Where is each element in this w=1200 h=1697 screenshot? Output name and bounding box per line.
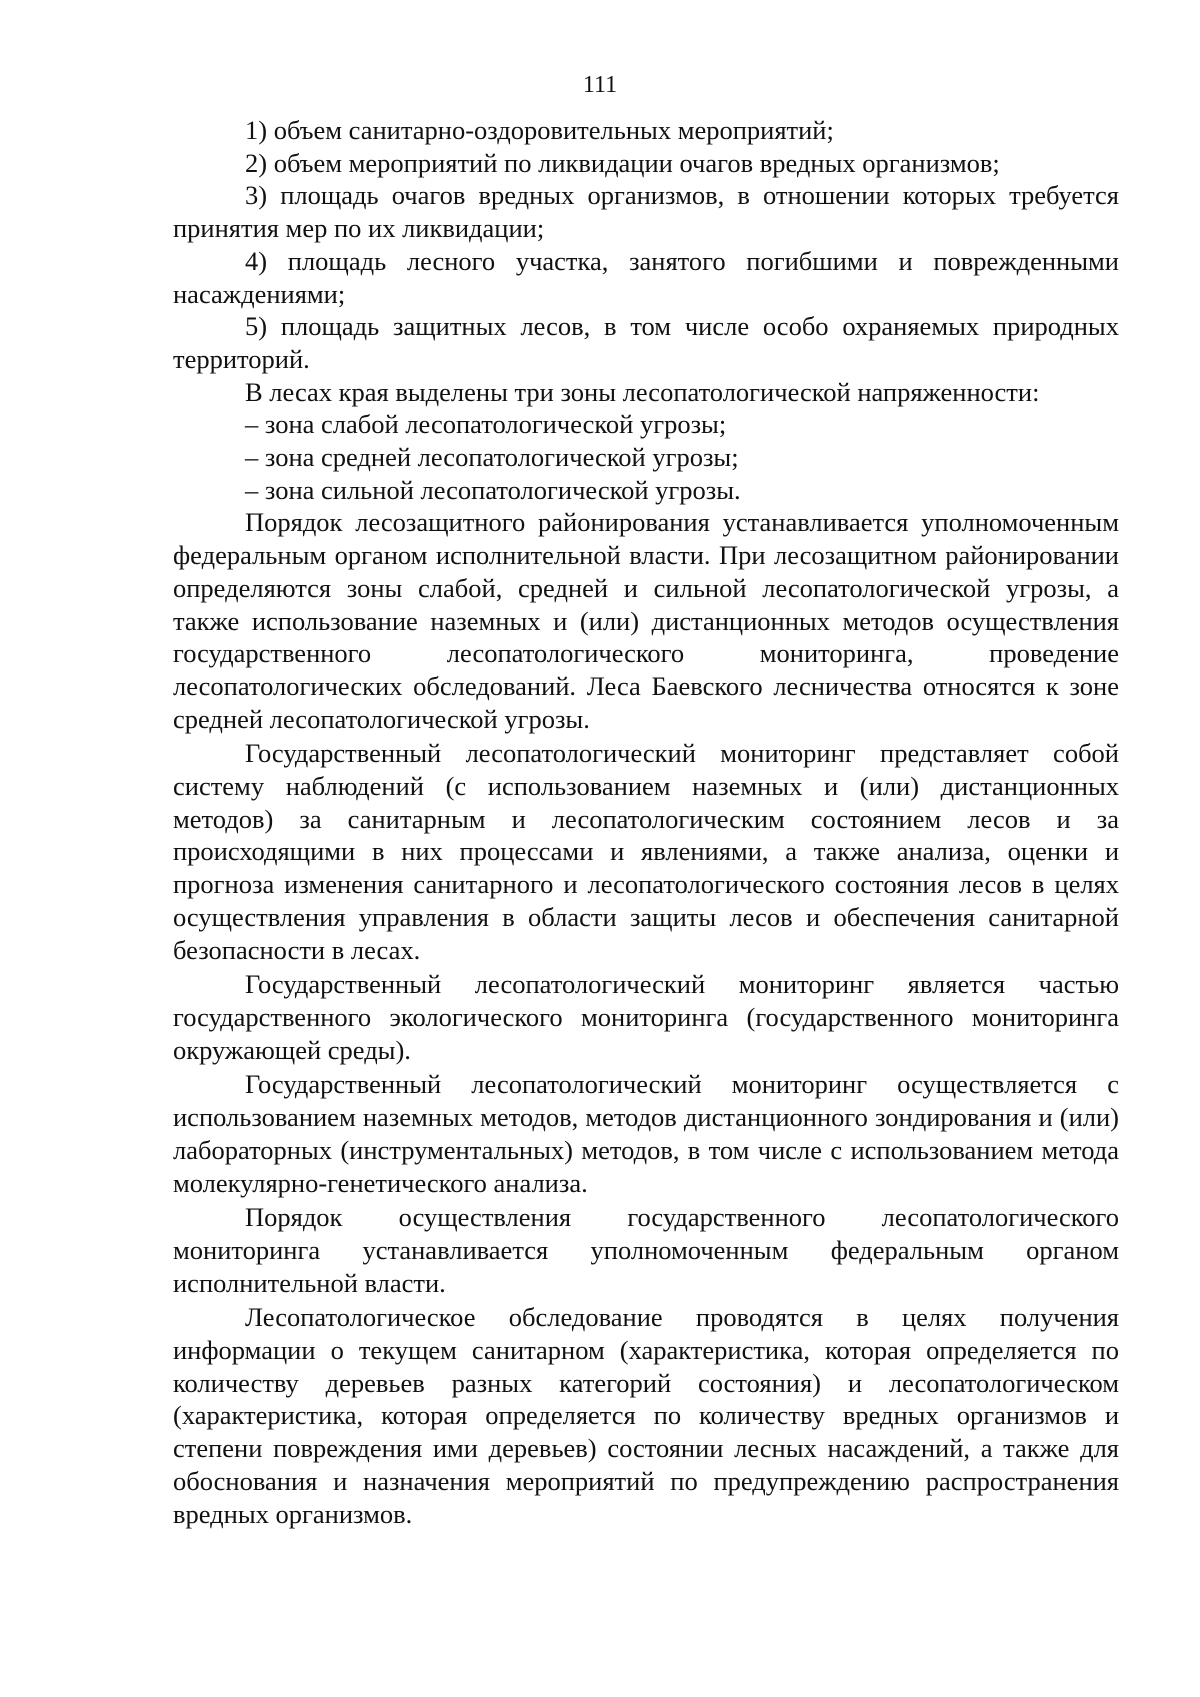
paragraph-15: Лесопатологическое обследование проводятся в целях получения информации о текущем санитарном (характеристика, которая определяется по количеству деревьев разных категорий состояния) и лесопатологическом (характеристика, которая определяется по количеству вредных организмов и степени повреждения ими деревьев) состоянии лесных насаждений, а также для обоснования и назначения мероприятий по предупреждению распространения вредных организмов. — [173, 1302, 1119, 1529]
paragraph-9: – зона сильной лесопатологической угрозы. — [245, 474, 741, 505]
paragraph-6: В лесах края выделены три зоны лесопатологической напряженности: — [245, 376, 1040, 407]
paragraph-2: 2) объем мероприятий по ликвидации очагов вредных организмов; — [245, 147, 1000, 178]
paragraph-8: – зона средней лесопатологической угрозы; — [245, 442, 739, 473]
paragraph-4: 4) площадь лесного участка, занятого погибшими и поврежденными насаждениями; — [173, 245, 1119, 309]
paragraph-14: Порядок осуществления государственного лесопатологического мониторинга устанавливается уполномоченным федеральным органом исполнительной власти. — [173, 1202, 1119, 1298]
paragraph-5: 5) площадь защитных лесов, в том числе особо охраняемых природных территорий. — [173, 311, 1119, 374]
paragraph-10: Порядок лесозащитного районирования устанавливается уполномоченным федеральным органом исполнительной власти. При лесозащитном районировании определяются зоны слабой, средней и сильной лесопатологической угрозы, а также использование наземных и (или) дистанционных методов осуществления государственного лесопатологического мониторинга, проведение лесопатологических обследований. Леса Баевского лесничества относятся к зоне средней лесопатологической угрозы. — [173, 507, 1119, 734]
paragraph-7: – зона слабой лесопатологической угрозы; — [245, 409, 727, 440]
paragraph-13: Государственный лесопатологический мониторинг осуществляется с использованием наземных методов, методов дистанционного зондирования и (или) лабораторных (инструментальных) методов, в том числе с использованием метода молекулярно-генетического анализа. — [173, 1069, 1119, 1198]
paragraph-3: 3) площадь очагов вредных организмов, в отношении которых требуется принятия мер по их ликвидации; — [173, 180, 1119, 244]
document-body — [173, 114, 1119, 1530]
page-number: 111 — [582, 72, 618, 98]
paragraph-12: Государственный лесопатологический мониторинг является частью государственного экологического мониторинга (государственного мониторинга окружающей среды). — [173, 969, 1119, 1065]
paragraph-1: 1) объем санитарно-оздоровительных мероприятий; — [245, 115, 834, 145]
paragraph-11: Государственный лесопатологический мониторинг представляет собой систему наблюдений (с использованием наземных и (или) дистанционных методов) за санитарным и лесопатологическим состоянием лесов и за происходящими в них процессами и явлениями, а также анализа, оценки и прогноза изменения санитарного и лесопатологического состояния лесов в целях осуществления управления в области защиты лесов и обеспечения санитарной безопасности в лесах. — [173, 738, 1119, 965]
